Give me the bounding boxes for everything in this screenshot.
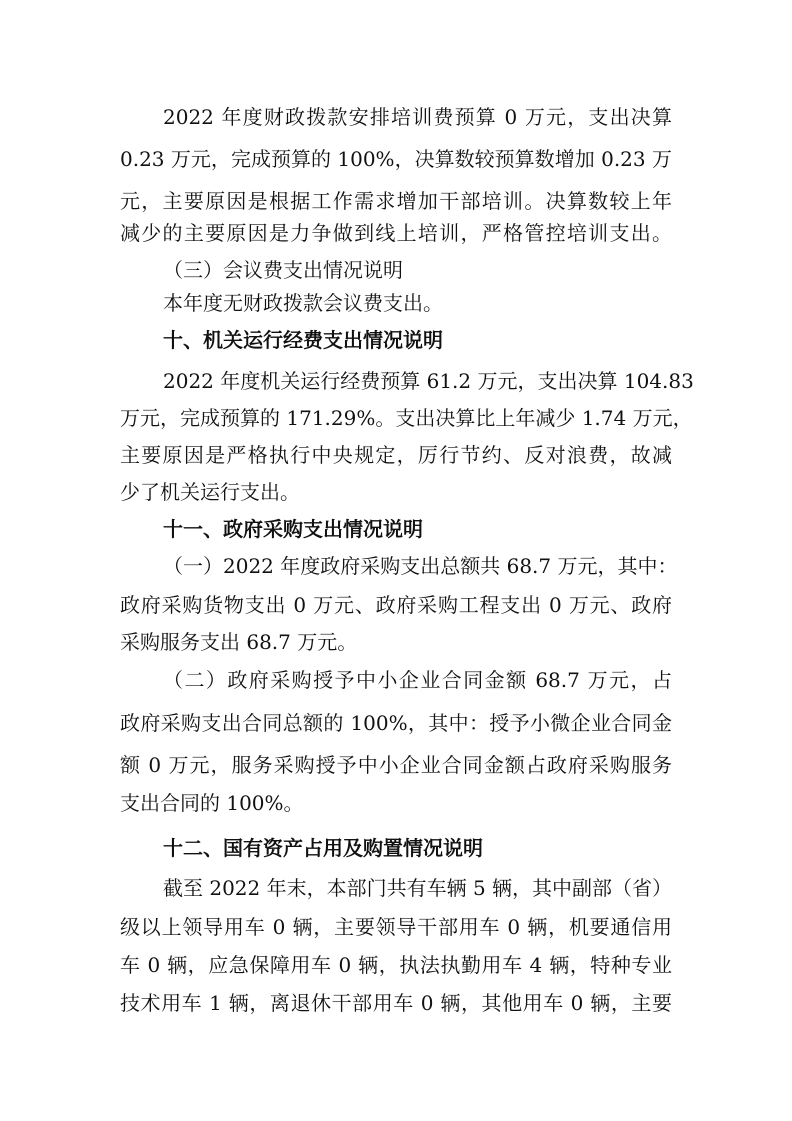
paragraph-line: 本年度无财政拨款会议费支出。 [163,291,443,315]
paragraph-line: 政府采购支出合同总额的 100%，其中：授予小微企业合同金 [120,711,672,735]
paragraph-line: 级以上领导用车 0 辆，主要领导干部用车 0 辆，机要通信用 [120,915,672,939]
paragraph-line: 少了机关运行支出。 [120,480,300,504]
section-heading: 十二、国有资产占用及购置情况说明 [163,836,483,860]
section-heading: 十一、政府采购支出情况说明 [163,517,423,541]
paragraph-line: 主要原因是严格执行中央规定，厉行节约、反对浪费，故减 [120,443,672,467]
paragraph-line: 截至 2022 年末，本部门共有车辆 5 辆，其中副部（省） [163,876,673,900]
paragraph-line: 额 0 万元，服务采购授予中小企业合同金额占政府采购服务 [120,753,672,777]
paragraph-line: 2022 年度财政拨款安排培训费预算 0 万元，支出决算 [163,105,672,129]
paragraph-line: 减少的主要原因是力争做到线上培训，严格管控培训支出。 [120,221,672,245]
section-heading: 十、机关运行经费支出情况说明 [163,328,443,352]
paragraph-line: 支出合同的 100%。 [120,791,304,815]
paragraph-line: 0.23 万元，完成预算的 100%，决算数较预算数增加 0.23 万 [120,147,672,171]
paragraph-line: 技术用车 1 辆，离退休干部用车 0 辆，其他用车 0 辆，主要 [120,991,672,1015]
paragraph-line: 2022 年度机关运行经费预算 61.2 万元，支出决算 104.83 [163,369,694,393]
paragraph-line: （二）政府采购授予中小企业合同金额 68.7 万元，占 [163,668,672,692]
paragraph-line: 采购服务支出 68.7 万元。 [120,630,358,654]
paragraph-line: 万元，完成预算的 171.29%。支出决算比上年减少 1.74 万元， [120,406,693,430]
paragraph-line: 政府采购货物支出 0 万元、政府采购工程支出 0 万元、政府 [120,593,672,617]
subsection-heading: （三）会议费支出情况说明 [163,258,403,282]
paragraph-line: 元，主要原因是根据工作需求增加干部培训。决算数较上年 [120,189,672,213]
paragraph-line: （一）2022 年度政府采购支出总额共 68.7 万元，其中： [163,554,678,578]
paragraph-line: 车 0 辆，应急保障用车 0 辆，执法执勤用车 4 辆，特种专业 [120,953,672,977]
